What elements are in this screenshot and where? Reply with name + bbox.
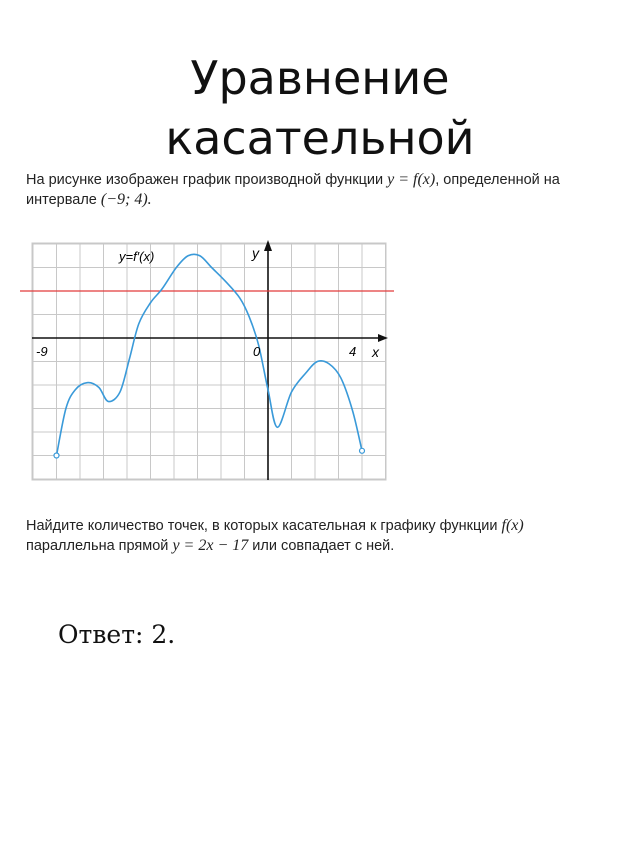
derivative-graph	[20, 236, 400, 486]
curve-endpoint-left	[54, 453, 59, 458]
tick-label-origin: 0	[253, 344, 261, 359]
title-line-1: Уравнение	[190, 51, 450, 105]
formula-interval: (−9; 4).	[100, 191, 152, 208]
question-text-after: или совпадает с ней.	[252, 538, 395, 554]
task-text-before: На рисунке изображен график производной функции	[26, 172, 384, 188]
derivative-curve	[57, 254, 363, 455]
formula-function: y = f(x)	[387, 171, 436, 188]
page-title	[0, 48, 640, 168]
task-statement	[26, 170, 626, 210]
grid	[32, 243, 386, 480]
axes	[32, 240, 388, 480]
question	[26, 516, 626, 556]
x-axis-label: x	[372, 344, 379, 360]
task-text-middle: , определенной на интервале	[26, 172, 560, 208]
y-axis-arrow	[264, 240, 272, 251]
answer: Ответ: 2.	[58, 620, 176, 649]
title-line-2: касательной	[165, 111, 475, 165]
question-text-before: Найдите количество точек, в которых касательная к графику функции	[26, 518, 498, 534]
tick-label-4: 4	[349, 344, 357, 359]
question-text-line2: параллельна прямой	[26, 538, 169, 554]
curve-endpoint-right	[360, 448, 365, 453]
curve-label: y=f′(x)	[119, 249, 155, 264]
formula-fx: f(x)	[501, 517, 524, 534]
y-axis-label: y	[252, 245, 259, 261]
formula-line: y = 2x − 17	[172, 537, 249, 554]
tick-label-minus-9: -9	[36, 344, 48, 359]
